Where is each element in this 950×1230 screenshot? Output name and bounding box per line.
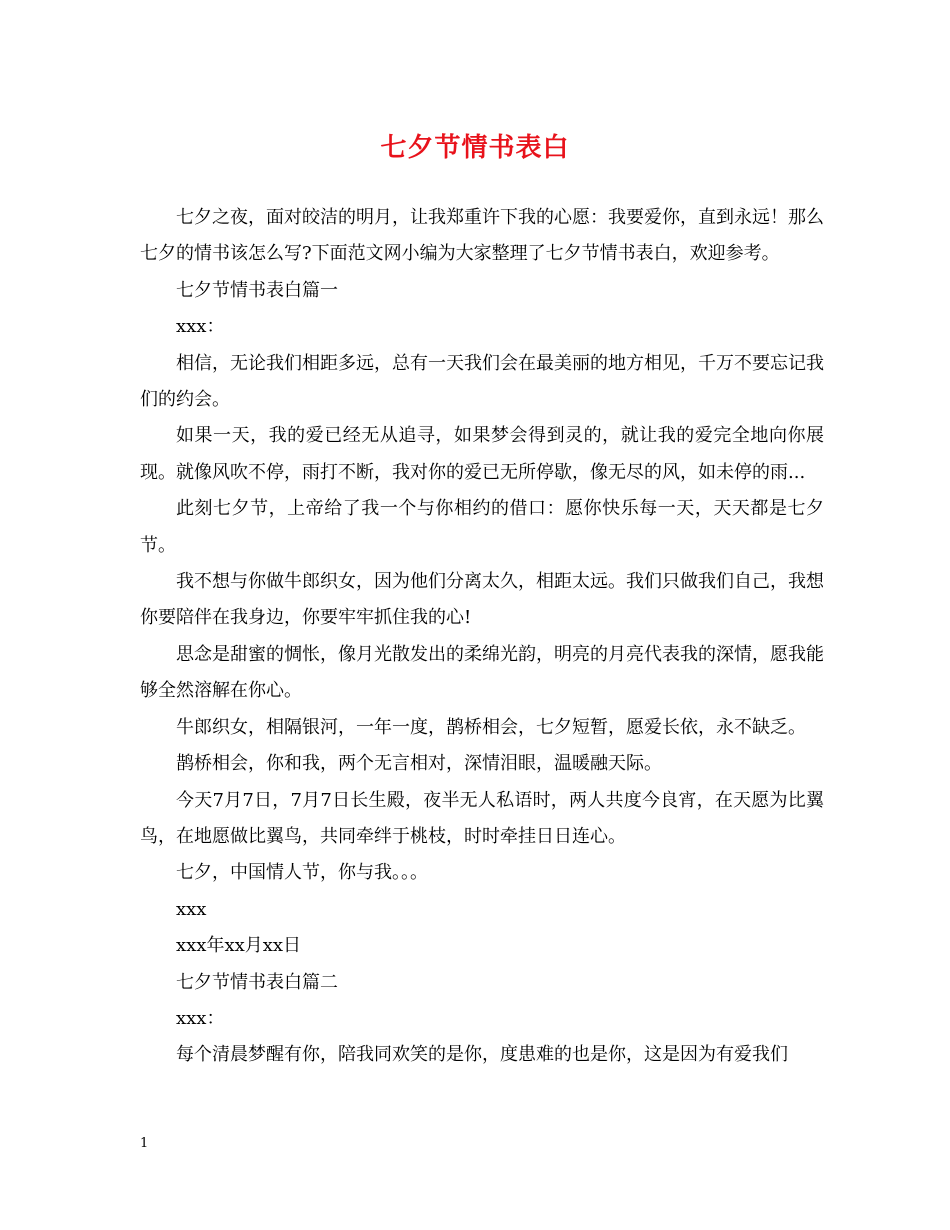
salutation-1: xxx：	[176, 316, 225, 338]
paragraph: 此刻七夕节，上帝给了我一个与你相约的借口：愿你快乐每一天，天天都是七夕节。	[140, 498, 824, 556]
paragraph: 如果一天，我的爱已经无从追寻，如果梦会得到灵的，就让我的爱完全地向你展现。就像风吹不停，雨打不断，我对你的爱已无所停歇，像无尽的风，如未停的雨...	[140, 425, 824, 483]
section-heading-1: 七夕节情书表白篇一	[176, 279, 338, 301]
salutation-2: xxx：	[176, 1007, 225, 1029]
document-body	[140, 200, 824, 1074]
document-title: 七夕节情书表白	[380, 133, 570, 163]
paragraph: 思念是甜蜜的惆怅，像月光散发出的柔绵光韵，明亮的月亮代表我的深情，愿我能够全然溶解在你心。	[140, 643, 824, 702]
signature-date: xxx年xx月xx日	[176, 935, 302, 957]
paragraph-intro: 七夕之夜，面对皎洁的明月，让我郑重许下我的心愿：我要爱你，直到永远！那么七夕的情书该怎么写?下面范文网小编为大家整理了七夕节情书表白，欢迎参考。	[140, 207, 824, 265]
signature-name: xxx	[176, 898, 207, 920]
paragraph: 七夕，中国情人节，你与我。。。	[176, 862, 428, 884]
paragraph: 每个清晨梦醒有你，陪我同欢笑的是你，度患难的也是你，这是因为有爱我们	[176, 1044, 788, 1066]
section-heading-2: 七夕节情书表白篇二	[176, 971, 338, 993]
paragraph: 鹊桥相会，你和我，两个无言相对，深情泪眼，温暖融天际。	[176, 753, 662, 775]
paragraph: 今天7月7日，7月7日长生殿，夜半无人私语时，两人共度今良宵，在天愿为比翼鸟，在地愿做比翼鸟，共同牵绊于桃枝，时时牵挂日日连心。	[140, 789, 824, 847]
paragraph: 相信，无论我们相距多远，总有一天我们会在最美丽的地方相见，千万不要忘记我们的约会。	[140, 352, 824, 411]
paragraph: 牛郎织女，相隔银河，一年一度，鹊桥相会，七夕短暂，愿爱长依，永不缺乏。	[176, 716, 806, 738]
page-number: 1	[140, 1136, 149, 1151]
paragraph: 我不想与你做牛郎织女，因为他们分离太久，相距太远。我们只做我们自己，我想你要陪伴在我身边，你要牢牢抓住我的心!	[140, 571, 824, 629]
